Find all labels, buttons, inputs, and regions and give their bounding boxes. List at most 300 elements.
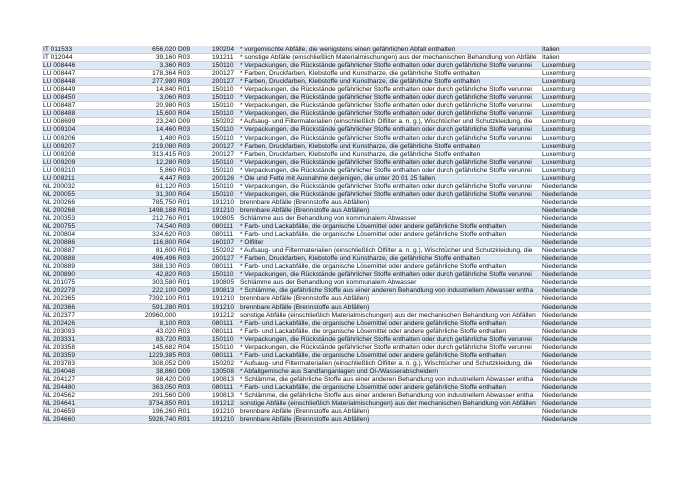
country-cell: Niederlande [542,198,578,206]
waste-description-cell: brennbare Abfälle (Brennstoffe aus Abfällen) [240,303,370,311]
quantity-cell: 5,860 [159,166,176,174]
quantity-cell: 20960,000 [144,311,176,319]
notification-id-cell: NL 201075 [43,279,76,287]
country-cell: Italien [542,54,560,62]
waste-code-cell: 200127 [212,255,235,263]
table-row [42,126,651,134]
table-row [42,78,651,86]
waste-code-cell: 080111 [212,327,234,335]
country-cell: Niederlande [542,247,578,255]
country-cell: Luxemburg [542,70,575,78]
waste-description-cell: * Verpackungen, die Rückstände gefährlicher Stoffe enthalten oder durch gefährliche Stoffe verunrei [240,343,532,351]
waste-code-cell: 080111 [212,383,234,391]
country-cell: Niederlande [542,182,578,190]
waste-code-cell: 191210 [212,206,235,214]
notification-id-cell: LU 008487 [43,102,76,110]
notification-id-cell: NL 200032 [43,182,76,190]
notification-id-cell: NL 204659 [43,408,76,416]
table-row [42,70,651,78]
waste-description-cell: Schlämme aus der Behandlung von kommunalem Abwasser [240,279,417,287]
quantity-cell: 291,560 [152,392,176,400]
waste-description-cell: * Verpackungen, die Rückstände gefährlicher Stoffe enthalten oder durch gefährliche Stoffe verunrei [240,190,532,198]
waste-code-cell: 150110 [212,62,234,70]
waste-code-cell: 150110 [212,110,234,118]
country-cell: Luxemburg [542,62,575,70]
waste-description-cell: * Farben, Druckfarben, Klebstoffe und Kunstharze, die gefährliche Stoffe enthalten [240,78,481,86]
waste-code-cell: 190805 [212,214,235,222]
country-cell: Luxemburg [542,134,575,142]
quantity-cell: 15,600 [155,110,176,118]
country-cell: Niederlande [542,255,578,263]
quantity-cell: 1,480 [159,134,176,142]
waste-code-cell: 160107 [212,239,235,247]
quantity-cell: 83,720 [155,335,176,343]
quantity-cell: 196,260 [152,408,176,416]
notification-id-cell: NL 204641 [43,400,76,408]
notification-id-cell: NL 200888 [43,255,76,263]
quantity-cell: 43,020 [155,327,176,335]
waste-description-cell: Schlämme aus der Behandlung von kommunalem Abwasser [240,214,417,222]
quantity-cell: 591,280 [152,303,176,311]
notification-id-cell: NL 203331 [43,335,76,343]
table-row [42,110,651,118]
country-cell: Niederlande [542,271,578,279]
quantity-cell: 313,415 [152,150,176,158]
waste-description-cell: * Öle und Fette mit Ausnahme derjenigen, die unter 20 01 25 fallen [240,174,436,182]
treatment-code-cell: D09 [178,118,191,126]
waste-description-cell: brennbare Abfälle (Brennstoffe aus Abfällen) [240,408,370,416]
treatment-code-cell: R03 [178,319,191,327]
waste-code-cell: 150110 [212,134,234,142]
country-cell: Niederlande [542,335,578,343]
country-cell: Niederlande [542,223,578,231]
notification-id-cell: LU 009104 [43,126,76,134]
notification-id-cell: LU 009209 [43,158,76,166]
notification-id-cell: NL 204480 [43,383,76,391]
treatment-code-cell: R01 [178,86,191,94]
country-cell: Niederlande [542,231,578,239]
waste-code-cell: 130508 [212,367,235,375]
waste-description-cell: * Farb- und Lackabfälle, die organische Lösemittel oder andere gefährliche Stoffe enthalten [240,223,506,231]
table-row [42,400,651,408]
treatment-code-cell: D09 [178,359,191,367]
table-row [42,384,651,392]
notification-id-cell: NL 203359 [43,351,76,359]
country-cell: Luxemburg [542,118,575,126]
quantity-cell: 5926,740 [148,416,176,424]
quantity-cell: 219,080 [152,142,176,150]
table-row [42,159,651,167]
quantity-cell: 14,460 [155,126,176,134]
country-cell: Niederlande [542,263,578,271]
notification-id-cell: NL 200804 [43,231,76,239]
waste-description-cell: * Verpackungen, die Rückstände gefährlicher Stoffe enthalten oder durch gefährliche Stoffe verunrei [240,102,532,110]
treatment-code-cell: D09 [178,367,191,375]
waste-code-cell: 080111 [212,319,234,327]
treatment-code-cell: R03 [178,78,191,86]
table-row [42,46,651,54]
quantity-cell: 31,300 [155,190,176,198]
waste-description-cell: * Verpackungen, die Rückstände gefährlicher Stoffe enthalten oder durch gefährliche Stoffe verunrei [240,86,532,94]
country-cell: Luxemburg [542,94,575,102]
table-row [42,287,651,295]
country-cell: Niederlande [542,351,578,359]
notification-id-cell: LU 008450 [43,94,76,102]
table-row [42,94,651,102]
quantity-cell: 38,860 [155,367,176,375]
quantity-cell: 1498,188 [148,206,176,214]
country-cell: Niederlande [542,408,578,416]
waste-description-cell: * Farb- und Lackabfälle, die organische Lösemittel oder andere gefährliche Stoffe enthalten [240,383,506,391]
table-row [42,263,651,271]
notification-id-cell: NL 204562 [43,392,76,400]
table-row [42,223,651,231]
country-cell: Luxemburg [542,110,575,118]
notification-id-cell: LU 009207 [43,142,76,150]
table-row [42,102,651,110]
notification-id-cell: NL 202377 [43,311,76,319]
quantity-cell: 81,600 [155,247,176,255]
notification-id-cell: LU 008448 [43,78,76,86]
notification-id-cell: NL 203783 [43,359,76,367]
treatment-code-cell: R01 [178,247,191,255]
treatment-code-cell: R03 [178,231,191,239]
notification-id-cell: NL 204660 [43,416,76,424]
notification-id-cell: NL 200887 [43,247,76,255]
treatment-code-cell: R03 [178,126,191,134]
notification-id-cell: NL 200055 [43,190,76,198]
table-row [42,207,651,215]
waste-description-cell: * Aufsaug- und Filtermaterialien (einschließlich Ölfilter a. n. g.), Wischtücher und Schutzkleidung, die [240,118,533,126]
treatment-code-cell: R03 [178,327,191,335]
table-row [42,86,651,94]
waste-code-cell: 150202 [212,118,235,126]
treatment-code-cell: R03 [178,351,191,359]
waste-description-cell: * Verpackungen, die Rückstände gefährlicher Stoffe enthalten oder durch gefährliche Stoffe verunrei [240,335,532,343]
waste-code-cell: 191212 [212,311,235,319]
quantity-cell: 178,364 [152,70,176,78]
notification-id-cell: NL 202366 [43,303,76,311]
table-row [42,392,651,400]
treatment-code-cell: R01 [178,408,191,416]
quantity-cell: 23,240 [155,118,176,126]
notification-id-cell: LU 008446 [43,62,76,70]
table-row [42,304,651,312]
waste-code-cell: 150110 [212,94,234,102]
waste-code-cell: 150202 [212,247,235,255]
notification-id-cell: NL 200889 [43,263,76,271]
country-cell: Niederlande [542,416,578,424]
waste-code-cell: 190813 [212,392,235,400]
country-cell: Niederlande [542,327,578,335]
waste-description-cell: * Aufsaug- und Filtermaterialien (einschließlich Ölfilter a. n. g.), Wischtücher und Schutzkleidung, die [240,247,533,255]
table-row [42,118,651,126]
table-row [42,376,651,384]
treatment-code-cell: R04 [178,190,191,198]
notification-id-cell: LU 009206 [43,134,76,142]
waste-code-cell: 200126 [212,174,235,182]
notification-id-cell: NL 200886 [43,239,76,247]
table-row [42,336,651,344]
country-cell: Niederlande [542,239,578,247]
waste-code-cell: 191212 [212,400,235,408]
treatment-code-cell: R04 [178,343,191,351]
treatment-code-cell: R01 [178,279,191,287]
country-cell: Niederlande [542,343,578,351]
quantity-cell: 785,750 [152,198,176,206]
waste-code-cell: 150110 [212,102,234,110]
quantity-cell: 1229,385 [148,351,176,359]
notification-id-cell: NL 200890 [43,271,76,279]
quantity-cell: 8,100 [159,319,176,327]
country-cell: Niederlande [542,295,578,303]
waste-code-cell: 150110 [212,166,234,174]
country-cell: Niederlande [542,214,578,222]
country-cell: Luxemburg [542,126,575,134]
waste-description-cell: brennbare Abfälle (Brennstoffe aus Abfällen) [240,198,370,206]
treatment-code-cell: R01 [178,303,191,311]
quantity-cell: 145,682 [152,343,176,351]
waste-code-cell: 190805 [212,279,235,287]
table-row [42,191,651,199]
notification-id-cell: LU 008699 [43,118,76,126]
treatment-code-cell: D09 [178,287,191,295]
table-row [42,255,651,263]
waste-description-cell: * Farb- und Lackabfälle, die organische Lösemittel oder andere gefährliche Stoffe enthalten [240,231,506,239]
waste-description-cell: * Verpackungen, die Rückstände gefährlicher Stoffe enthalten oder durch gefährliche Stoffe verunrei [240,62,532,70]
waste-code-cell: 150110 [212,190,234,198]
waste-code-cell: 191210 [212,198,235,206]
quantity-cell: 116,800 [152,239,176,247]
notification-id-cell: NL 202426 [43,319,76,327]
waste-description-cell: * sonstige Abfälle (einschließlich Materialmischungen) aus der mechanischen Behandlung von Abfälle [240,54,537,62]
quantity-cell: 3,060 [159,94,176,102]
treatment-code-cell: R03 [178,174,191,182]
notification-id-cell: NL 202279 [43,287,76,295]
waste-code-cell: 190813 [212,287,235,295]
table-row [42,151,651,159]
table-row [42,295,651,303]
waste-code-cell: 080111 [212,263,234,271]
table-row [42,368,651,376]
waste-description-cell: * Schlämme, die gefährliche Stoffe aus einer anderen Behandlung von industriellem Abwasser entha [240,392,534,400]
table-row [42,344,651,352]
waste-description-cell: * Farb- und Lackabfälle, die organische Lösemittel oder andere gefährliche Stoffe enthalten [240,351,506,359]
notification-id-cell: NL 200755 [43,223,76,231]
table-row [42,167,651,175]
quantity-cell: 363,050 [152,383,176,391]
quantity-cell: 496,496 [152,255,176,263]
table-row [42,279,651,287]
waste-description-cell: brennbare Abfälle (Brennstoffe aus Abfällen) [240,206,370,214]
quantity-cell: 42,820 [155,271,176,279]
quantity-cell: 388,130 [152,263,176,271]
table-row [42,416,651,424]
table-row [42,328,651,336]
waste-description-cell: * Verpackungen, die Rückstände gefährlicher Stoffe enthalten oder durch gefährliche Stoffe verunrei [240,166,532,174]
waste-code-cell: 080111 [212,231,234,239]
country-cell: Niederlande [542,392,578,400]
quantity-cell: 324,620 [152,231,176,239]
waste-code-cell: 150110 [212,271,234,279]
country-cell: Niederlande [542,287,578,295]
waste-description-cell: brennbare Abfälle (Brennstoffe aus Abfällen) [240,416,370,424]
waste-description-cell: * Verpackungen, die Rückstände gefährlicher Stoffe enthalten oder durch gefährliche Stoffe verunrei [240,158,532,166]
country-cell: Niederlande [542,311,578,319]
country-cell: Luxemburg [542,166,575,174]
treatment-code-cell: R04 [178,239,191,247]
treatment-code-cell: R03 [178,54,191,62]
waste-code-cell: 190204 [212,46,235,53]
waste-description-cell: sonstige Abfälle (einschließlich Materialmischungen) aus der mechanischen Behandlung von Abfällen [240,311,536,319]
waste-description-cell: * Abfallgemische aus Sandfanganlagen und Öl-/Wasserabscheidern [240,367,439,375]
treatment-code-cell: R04 [178,110,191,118]
treatment-code-cell: R03 [178,134,191,142]
waste-description-cell: * Farben, Druckfarben, Klebstoffe und Kunstharze, die gefährliche Stoffe enthalten [240,150,481,158]
notification-id-cell: IT 012044 [43,54,73,62]
treatment-code-cell: R01 [178,400,191,408]
waste-description-cell: * Verpackungen, die Rückstände gefährlicher Stoffe enthalten oder durch gefährliche Stoffe verunrei [240,94,532,102]
table-row [42,54,651,62]
waste-code-cell: 191210 [212,416,235,424]
waste-description-cell: * Verpackungen, die Rückstände gefährlicher Stoffe enthalten oder durch gefährliche Stoffe verunrei [240,134,532,142]
waste-code-cell: 150110 [212,158,234,166]
notification-id-cell: LU 009211 [43,174,75,182]
country-cell: Niederlande [542,400,578,408]
waste-code-cell: 200127 [212,150,235,158]
treatment-code-cell: R03 [178,158,191,166]
treatment-code-cell: R03 [178,182,191,190]
table-row [42,143,651,151]
notification-id-cell: NL 203358 [43,343,76,351]
waste-code-cell: 200127 [212,78,235,86]
waste-code-cell: 200127 [212,142,235,150]
waste-description-cell: * Farb- und Lackabfälle, die organische Lösemittel oder andere gefährliche Stoffe enthalten [240,263,506,271]
waste-code-cell: 191210 [212,295,235,303]
waste-description-cell: * Farb- und Lackabfälle, die organische Lösemittel oder andere gefährliche Stoffe enthalten [240,327,506,335]
treatment-code-cell: R03 [178,62,191,70]
country-cell: Luxemburg [542,150,575,158]
table-row [42,239,651,247]
notification-id-cell: LU 008447 [43,70,76,78]
quantity-cell: 277,980 [152,78,176,86]
table-row [42,215,651,223]
country-cell: Luxemburg [542,142,575,150]
waste-description-cell: sonstige Abfälle (einschließlich Materialmischungen) aus der mechanischen Behandlung von Abfällen [240,400,536,408]
waste-code-cell: 191210 [212,303,235,311]
treatment-code-cell: R01 [178,198,191,206]
waste-description-cell: * Farb- und Lackabfälle, die organische Lösemittel oder andere gefährliche Stoffe enthalten [240,319,506,327]
treatment-code-cell: R01 [178,416,191,424]
waste-description-cell: * Schlämme, die gefährliche Stoffe aus einer anderen Behandlung von industriellem Abwasser entha [240,375,534,383]
country-cell: Luxemburg [542,102,575,110]
quantity-cell: 3734,850 [148,400,176,408]
country-cell: Niederlande [542,375,578,383]
notification-id-cell: NL 200266 [43,198,76,206]
country-cell: Luxemburg [542,174,575,182]
country-cell: Niederlande [542,367,578,375]
waste-code-cell: 191210 [212,408,235,416]
table-row [42,231,651,239]
waste-description-cell: * Ölfilter [240,239,264,247]
waste-description-cell: * Verpackungen, die Rückstände gefährlicher Stoffe enthalten oder durch gefährliche Stoffe verunrei [240,126,532,134]
treatment-code-cell: R01 [178,295,191,303]
treatment-code-cell: D09 [178,392,191,400]
treatment-code-cell: R03 [178,383,191,391]
quantity-cell: 656,020 [152,46,176,53]
waste-code-cell: 190813 [212,375,235,383]
notification-id-cell: NL 204127 [43,375,76,383]
treatment-code-cell: D09 [178,375,191,383]
country-cell: Niederlande [542,303,578,311]
table-row [42,312,651,320]
quantity-cell: 303,580 [152,279,176,287]
treatment-code-cell: R03 [178,255,191,263]
waste-description-cell: * vorgemischte Abfälle, die wenigstens einen gefährlichen Abfall enthalten [240,46,456,53]
country-cell: Luxemburg [542,158,575,166]
quantity-cell: 39,160 [155,54,176,62]
notification-id-cell: NL 202365 [43,295,76,303]
country-cell: Luxemburg [542,78,575,86]
waste-description-cell: * Schlämme, die gefährliche Stoffe aus einer anderen Behandlung von industriellem Abwasser entha [240,287,534,295]
treatment-code-cell: R03 [178,102,191,110]
waste-code-cell: 080111 [212,351,234,359]
table-row [42,199,651,207]
quantity-cell: 212,760 [152,214,176,222]
waste-description-cell: * Farben, Druckfarben, Klebstoffe und Kunstharze, die gefährliche Stoffe enthalten [240,255,481,263]
treatment-code-cell: R03 [178,223,191,231]
waste-code-cell: 191211 [212,54,234,62]
country-cell: Italien [542,46,560,53]
waste-description-cell: * Aufsaug- und Filtermaterialien (einschließlich Ölfilter a. n. g.), Wischtücher und Schutzkleidung, die [240,359,533,367]
country-cell: Niederlande [542,383,578,391]
waste-description-cell: * Verpackungen, die Rückstände gefährlicher Stoffe enthalten oder durch gefährliche Stoffe verunrei [240,271,532,279]
notification-id-cell: NL 200353 [43,214,76,222]
waste-code-cell: 150110 [212,126,234,134]
waste-code-cell: 080111 [212,223,234,231]
waste-code-cell: 150202 [212,359,235,367]
table-row [42,352,651,360]
treatment-code-cell: R03 [178,70,191,78]
treatment-code-cell: D09 [178,46,191,53]
waste-description-cell: * Verpackungen, die Rückstände gefährlicher Stoffe enthalten oder durch gefährliche Stoffe verunrei [240,182,532,190]
treatment-code-cell: R01 [178,206,191,214]
notification-id-cell: NL 200268 [43,206,76,214]
waste-description-cell: * Farben, Druckfarben, Klebstoffe und Kunstharze, die gefährliche Stoffe enthalten [240,142,481,150]
treatment-code-cell: R03 [178,335,191,343]
notification-id-cell: LU 009208 [43,150,76,158]
quantity-cell: 98,420 [155,375,176,383]
table-row [42,62,651,70]
quantity-cell: 14,840 [155,86,176,94]
waste-code-cell: 150110 [212,335,234,343]
quantity-cell: 12,280 [155,158,176,166]
country-cell: Niederlande [542,190,578,198]
quantity-cell: 61,120 [155,182,176,190]
waste-code-cell: 150110 [212,343,234,351]
quantity-cell: 308,052 [152,359,176,367]
notification-id-cell: NL 203093 [43,327,76,335]
table-row [42,135,651,143]
treatment-code-cell: R01 [178,214,191,222]
notification-id-cell: NL 204048 [43,367,76,375]
country-cell: Luxemburg [542,86,575,94]
treatment-code-cell: R03 [178,271,191,279]
treatment-code-cell: R03 [178,263,191,271]
quantity-cell: 20,980 [155,102,176,110]
quantity-cell: 3,360 [159,62,176,70]
data-table [42,46,651,424]
